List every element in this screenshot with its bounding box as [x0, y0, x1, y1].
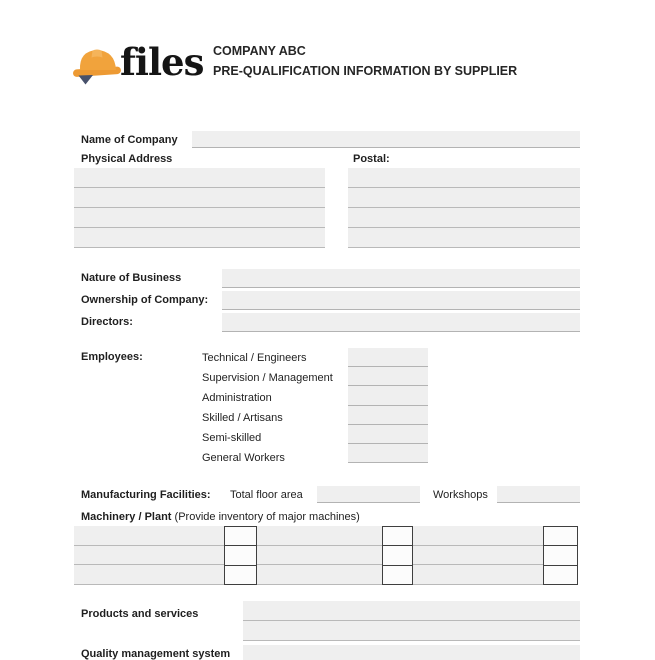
products-services-fields — [243, 601, 580, 641]
machinery-quantity-cell[interactable] — [383, 546, 412, 565]
physical-address-line-field[interactable] — [74, 208, 325, 228]
employee-count-field[interactable] — [348, 425, 428, 444]
machinery-table-row[interactable] — [74, 546, 578, 566]
ownership-label: Ownership of Company: — [81, 294, 209, 306]
nature-of-business-field[interactable] — [222, 269, 580, 288]
logo-wordmark: files — [120, 40, 204, 84]
document-title-block — [213, 41, 517, 81]
machinery-quantity-cell[interactable] — [225, 527, 256, 546]
site-logo — [72, 40, 203, 93]
quality-management-field[interactable] — [243, 645, 580, 660]
employee-count-field[interactable] — [348, 367, 428, 386]
employee-category-labels — [202, 348, 333, 468]
physical-address-line-field[interactable] — [74, 168, 325, 188]
machinery-quantity-column — [224, 526, 257, 585]
employee-count-field[interactable] — [348, 386, 428, 405]
postal-address-fields — [348, 168, 580, 248]
machinery-quantity-cell[interactable] — [544, 546, 577, 565]
machinery-inventory-table — [74, 526, 578, 585]
machinery-quantity-cell[interactable] — [383, 527, 412, 546]
company-name-heading: COMPANY ABC — [213, 44, 306, 58]
postal-address-line-field[interactable] — [348, 228, 580, 248]
employee-count-fields — [348, 348, 428, 463]
products-services-label: Products and services — [81, 608, 199, 620]
machinery-plant-note: (Provide inventory of major machines) — [174, 511, 360, 523]
directors-field[interactable] — [222, 313, 580, 332]
nature-of-business-label: Nature of Business — [81, 272, 182, 284]
employee-category-label: Technical / Engineers — [202, 352, 307, 364]
physical-address-line-field[interactable] — [74, 188, 325, 208]
employees-label: Employees: — [81, 351, 143, 363]
directors-label: Directors: — [81, 316, 133, 328]
name-of-company-field[interactable] — [192, 131, 580, 148]
machinery-quantity-column — [382, 526, 413, 585]
employee-category-label: Semi-skilled — [202, 432, 262, 444]
postal-address-line-field[interactable] — [348, 208, 580, 228]
document-title: PRE-QUALIFICATION INFORMATION BY SUPPLIER — [213, 64, 518, 78]
machinery-table-row[interactable] — [74, 565, 578, 585]
machinery-plant-label-bold: Machinery / Plant — [81, 511, 172, 523]
employee-category-label: Skilled / Artisans — [202, 412, 283, 424]
employee-category-label: Administration — [202, 392, 272, 404]
name-of-company-label: Name of Company — [81, 134, 178, 146]
total-floor-area-label: Total floor area — [230, 489, 303, 501]
hard-hat-icon — [72, 40, 124, 93]
employee-count-field[interactable] — [348, 444, 428, 463]
manufacturing-facilities-label: Manufacturing Facilities: — [81, 489, 211, 501]
machinery-table-row[interactable] — [74, 526, 578, 546]
machinery-quantity-cell[interactable] — [544, 527, 577, 546]
postal-address-line-field[interactable] — [348, 168, 580, 188]
physical-address-line-field[interactable] — [74, 228, 325, 248]
machinery-quantity-cell[interactable] — [225, 566, 256, 584]
workshops-label: Workshops — [433, 489, 488, 501]
products-services-line-field[interactable] — [243, 601, 580, 621]
total-floor-area-field[interactable] — [317, 486, 420, 503]
physical-address-fields — [74, 168, 325, 248]
workshops-field[interactable] — [497, 486, 580, 503]
machinery-quantity-column — [543, 526, 578, 585]
postal-address-line-field[interactable] — [348, 188, 580, 208]
products-services-line-field[interactable] — [243, 621, 580, 641]
machinery-quantity-cell[interactable] — [383, 566, 412, 584]
employee-category-label: General Workers — [202, 452, 285, 464]
postal-label: Postal: — [353, 153, 390, 165]
employee-count-field[interactable] — [348, 406, 428, 425]
employee-count-field[interactable] — [348, 348, 428, 367]
machinery-quantity-cell[interactable] — [225, 546, 256, 565]
employee-category-label: Supervision / Management — [202, 372, 333, 384]
machinery-plant-label — [81, 511, 360, 523]
physical-address-label: Physical Address — [81, 153, 173, 165]
quality-management-label: Quality management system — [81, 648, 231, 660]
machinery-quantity-cell[interactable] — [544, 566, 577, 584]
ownership-field[interactable] — [222, 291, 580, 310]
